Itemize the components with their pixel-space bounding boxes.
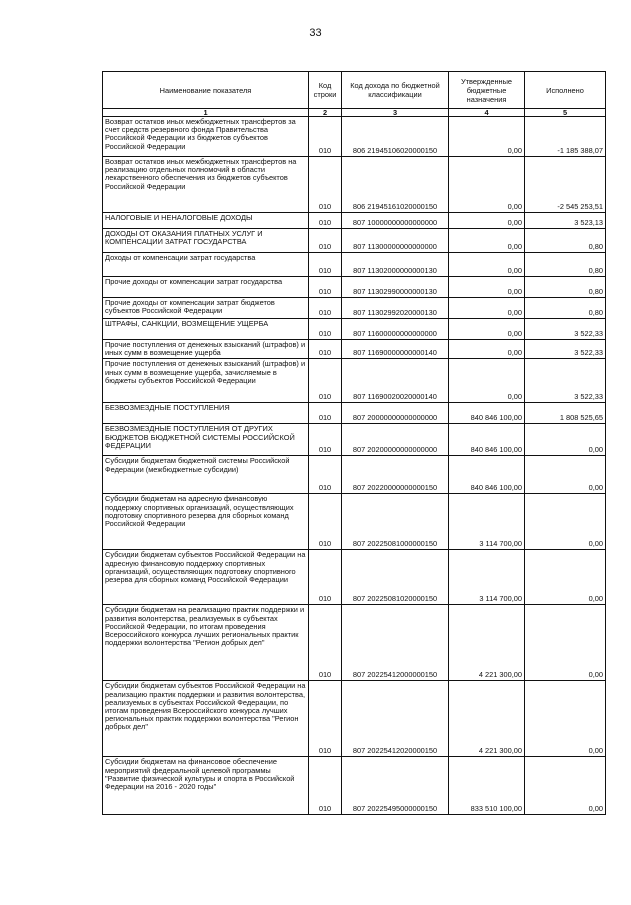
row-income-code: 806 21945161020000150 (342, 157, 449, 213)
row-income-code: 807 20225081020000150 (342, 550, 449, 605)
row-approved-amount: 0,00 (449, 340, 525, 359)
row-name: Субсидии бюджетам на адресную финансовую поддержку спортивных организаций, осуществляющих подготовку спортивного резерва для сборных команд Российской Федерации (103, 494, 309, 550)
row-executed-amount: 0,00 (525, 550, 606, 605)
table-row (103, 681, 606, 757)
row-executed-amount: 0,80 (525, 229, 606, 253)
table-row (103, 117, 606, 157)
table-row (103, 229, 606, 253)
row-income-code: 807 11302990000000130 (342, 277, 449, 298)
row-approved-amount: 840 846 100,00 (449, 424, 525, 456)
row-income-code: 807 20225495000000150 (342, 757, 449, 815)
row-line-code: 010 (309, 277, 342, 298)
table-row (103, 456, 606, 494)
row-name: Субсидии бюджетам на реализацию практик поддержки и развития волонтерства, реализуемых в субъектах Российской Федерации, по итогам проведения Всероссийского конкурса лучших региональных практик поддержки волонтерства "Регион добрых дел" (103, 605, 309, 681)
row-income-code: 807 10000000000000000 (342, 213, 449, 229)
row-approved-amount: 3 114 700,00 (449, 494, 525, 550)
table-row (103, 253, 606, 277)
row-executed-amount: 0,80 (525, 298, 606, 319)
column-number: 1 (103, 109, 309, 117)
row-income-code: 807 20200000000000000 (342, 424, 449, 456)
column-number: 3 (342, 109, 449, 117)
column-number: 4 (449, 109, 525, 117)
row-line-code: 010 (309, 456, 342, 494)
row-executed-amount: -1 185 388,07 (525, 117, 606, 157)
row-line-code: 010 (309, 340, 342, 359)
column-number: 2 (309, 109, 342, 117)
row-income-code: 807 11300000000000000 (342, 229, 449, 253)
row-approved-amount: 3 114 700,00 (449, 550, 525, 605)
row-approved-amount: 840 846 100,00 (449, 456, 525, 494)
table-row (103, 157, 606, 213)
row-name: Прочие поступления от денежных взысканий (штрафов) и иных сумм в возмещение ущерба, зачисляемые в бюджеты субъектов Российской Федерации (103, 359, 309, 403)
row-executed-amount: 3 522,33 (525, 340, 606, 359)
row-executed-amount: 0,80 (525, 277, 606, 298)
row-income-code: 807 11690020020000140 (342, 359, 449, 403)
row-executed-amount: 0,00 (525, 456, 606, 494)
table-row (103, 213, 606, 229)
table-header (103, 72, 606, 109)
row-executed-amount: -2 545 253,51 (525, 157, 606, 213)
row-line-code: 010 (309, 550, 342, 605)
row-executed-amount: 3 522,33 (525, 359, 606, 403)
table-row (103, 319, 606, 340)
table-body (103, 109, 606, 815)
table-row (103, 424, 606, 456)
row-approved-amount: 0,00 (449, 253, 525, 277)
row-income-code: 807 11302992020000130 (342, 298, 449, 319)
row-line-code: 010 (309, 403, 342, 424)
row-name: Прочие доходы от компенсации затрат государства (103, 277, 309, 298)
budget-income-table (102, 71, 606, 815)
row-name: Прочие поступления от денежных взысканий (штрафов) и иных сумм в возмещение ущерба (103, 340, 309, 359)
row-approved-amount: 0,00 (449, 319, 525, 340)
row-income-code: 807 20225412020000150 (342, 681, 449, 757)
row-name: ДОХОДЫ ОТ ОКАЗАНИЯ ПЛАТНЫХ УСЛУГ И КОМПЕНСАЦИИ ЗАТРАТ ГОСУДАРСТВА (103, 229, 309, 253)
row-approved-amount: 0,00 (449, 277, 525, 298)
row-line-code: 010 (309, 298, 342, 319)
table-row (103, 403, 606, 424)
row-income-code: 807 20220000000000150 (342, 456, 449, 494)
row-name: НАЛОГОВЫЕ И НЕНАЛОГОВЫЕ ДОХОДЫ (103, 213, 309, 229)
header-row (103, 72, 606, 109)
row-approved-amount: 0,00 (449, 359, 525, 403)
table-row (103, 757, 606, 815)
header-income-code: Код дохода по бюджетной классификации (342, 72, 449, 109)
row-name: Доходы от компенсации затрат государства (103, 253, 309, 277)
row-name: БЕЗВОЗМЕЗДНЫЕ ПОСТУПЛЕНИЯ ОТ ДРУГИХ БЮДЖЕТОВ БЮДЖЕТНОЙ СИСТЕМЫ РОССИЙСКОЙ ФЕДЕРАЦИИ (103, 424, 309, 456)
row-approved-amount: 0,00 (449, 213, 525, 229)
row-line-code: 010 (309, 424, 342, 456)
header-approved: Утвержденные бюджетные назначения (449, 72, 525, 109)
row-executed-amount: 0,00 (525, 757, 606, 815)
row-line-code: 010 (309, 757, 342, 815)
row-income-code: 807 11600000000000000 (342, 319, 449, 340)
row-income-code: 807 20000000000000000 (342, 403, 449, 424)
row-executed-amount: 3 522,33 (525, 319, 606, 340)
page-number: 33 (309, 27, 322, 39)
column-numbers-row (103, 109, 606, 117)
row-executed-amount: 0,00 (525, 605, 606, 681)
row-income-code: 807 11690000000000140 (342, 340, 449, 359)
row-executed-amount: 3 523,13 (525, 213, 606, 229)
row-line-code: 010 (309, 359, 342, 403)
row-approved-amount: 4 221 300,00 (449, 605, 525, 681)
row-approved-amount: 0,00 (449, 157, 525, 213)
row-approved-amount: 0,00 (449, 298, 525, 319)
header-executed: Исполнено (525, 72, 606, 109)
row-name: Возврат остатков иных межбюджетных трансфертов на реализацию отдельных полномочий в области лекарственного обеспечения из бюджетов субъектов Российской Федерации (103, 157, 309, 213)
column-number: 5 (525, 109, 606, 117)
row-name: ШТРАФЫ, САНКЦИИ, ВОЗМЕЩЕНИЕ УЩЕРБА (103, 319, 309, 340)
row-approved-amount: 4 221 300,00 (449, 681, 525, 757)
table-row (103, 550, 606, 605)
table-row (103, 359, 606, 403)
row-name: Прочие доходы от компенсации затрат бюджетов субъектов Российской Федерации (103, 298, 309, 319)
header-indicator-name: Наименование показателя (103, 72, 309, 109)
row-executed-amount: 0,00 (525, 494, 606, 550)
table-row (103, 277, 606, 298)
row-line-code: 010 (309, 494, 342, 550)
row-line-code: 010 (309, 605, 342, 681)
row-executed-amount: 0,00 (525, 681, 606, 757)
table-row (103, 298, 606, 319)
row-income-code: 807 20225412000000150 (342, 605, 449, 681)
row-line-code: 010 (309, 253, 342, 277)
row-name: Субсидии бюджетам бюджетной системы Российской Федерации (межбюджетные субсидии) (103, 456, 309, 494)
row-name: Субсидии бюджетам субъектов Российской Федерации на реализацию практик поддержки и развития волонтерства, реализуемых в субъектах Российской Федерации, по итогам проведения Всероссийского конкурса лучших региональных практик поддержки волонтерства "Регион добрых дел" (103, 681, 309, 757)
row-approved-amount: 840 846 100,00 (449, 403, 525, 424)
row-line-code: 010 (309, 213, 342, 229)
row-approved-amount: 0,00 (449, 117, 525, 157)
row-line-code: 010 (309, 229, 342, 253)
row-line-code: 010 (309, 681, 342, 757)
row-income-code: 807 20225081000000150 (342, 494, 449, 550)
table-row (103, 605, 606, 681)
row-approved-amount: 833 510 100,00 (449, 757, 525, 815)
row-executed-amount: 0,80 (525, 253, 606, 277)
row-name: Субсидии бюджетам субъектов Российской Федерации на адресную финансовую поддержку спортивных организаций, осуществляющих подготовку спортивного резерва для сборных команд Российской Федерации (103, 550, 309, 605)
row-approved-amount: 0,00 (449, 229, 525, 253)
row-line-code: 010 (309, 319, 342, 340)
row-name: Возврат остатков иных межбюджетных трансфертов за счет средств резервного фонда Правительства Российской Федерации из бюджетов субъектов Российской Федерации (103, 117, 309, 157)
row-name: БЕЗВОЗМЕЗДНЫЕ ПОСТУПЛЕНИЯ (103, 403, 309, 424)
row-executed-amount: 0,00 (525, 424, 606, 456)
row-executed-amount: 1 808 525,65 (525, 403, 606, 424)
table-row (103, 340, 606, 359)
table-row (103, 494, 606, 550)
row-line-code: 010 (309, 117, 342, 157)
header-line-code: Код строки (309, 72, 342, 109)
row-line-code: 010 (309, 157, 342, 213)
row-income-code: 807 11302000000000130 (342, 253, 449, 277)
row-income-code: 806 21945106020000150 (342, 117, 449, 157)
row-name: Субсидии бюджетам на финансовое обеспечение мероприятий федеральной целевой программы "Развитие физической культуры и спорта в Российской Федерации на 2016 - 2020 годы" (103, 757, 309, 815)
